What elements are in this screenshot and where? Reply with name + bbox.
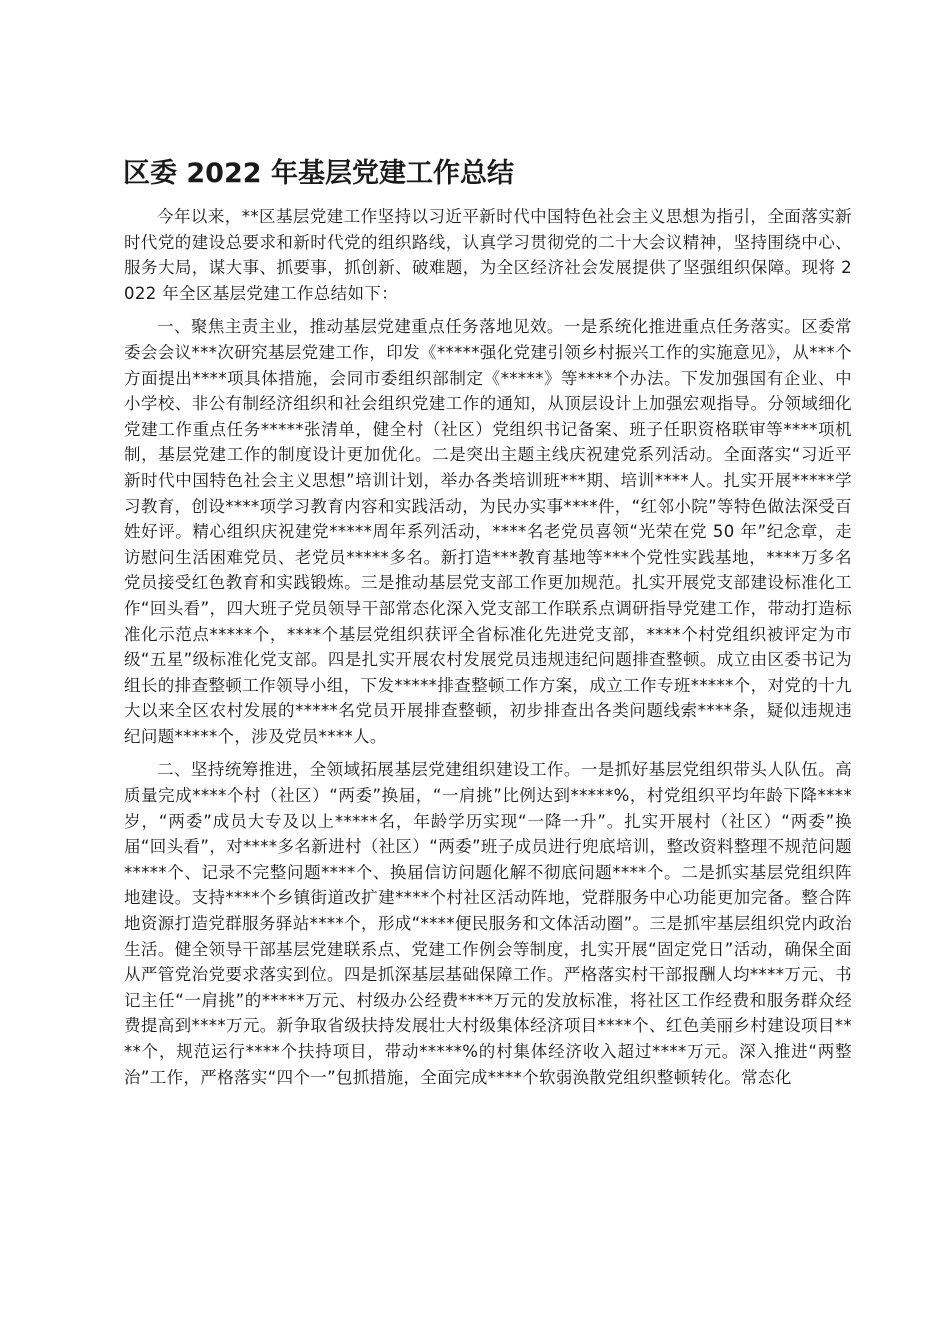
paragraph-intro: 今年以来，**区基层党建工作坚持以习近平新时代中国特色社会主义思想为指引，全面落实新时代党的建设总要求和新时代党的组织路线，认真学习贯彻党的二十大会议精神，坚持围绕中心、服务大局，谋大事、抓要事，抓创新、破难题，为全区经济社会发展提供了坚强组织保障。现将 2022 年全区基层党建工作总结如下： <box>124 207 852 303</box>
paragraph-section-1: 一、聚焦主责主业，推动基层党建重点任务落地见效。一是系统化推进重点任务落实。区委常委会会议***次研究基层党建工作，印发《*****强化党建引领乡村振兴工作的实施意见》，从***个方面提出****项具体措施，会同市委组织部制定《*****》等****个办法。下发加强国有企业、中小学校、非公有制经济组织和社会组织党建工作的通知，从顶层设计上加强宏观指导。分领域细化党建工作重点任务*****张清单，健全村（社区）党组织书记备案、班子任职资格联审等****项机制，基层党建工作的制度设计更加优化。二是突出主题主线庆祝建党系列活动。全面落实“习近平新时代中国特色社会主义思想”培训计划，举办各类培训班***期、培训****人。扎实开展*****学习教育，创设****项学习教育内容和实践活动，为民办实事****件，“红邻小院”等特色做法深受百姓好评。精心组织庆祝建党*****周年系列活动，****名老党员喜领“光荣在党 50 年”纪念章，走访慰问生活困难党员、老党员*****多名。新打造***教育基地等***个党性实践基地，****万多名党员接受红色教育和实践锻炼。三是推动基层党支部工作更加规范。扎实开展党支部建设标准化工作“回头看”，四大班子党员领导干部常态化深入党支部工作联系点调研指导党建工作，带动打造标准化示范点*****个，****个基层党组织获评全省标准化先进党支部，****个村党组织被评定为市级“五星”级标准化党支部。四是扎实开展农村发展党员违规违纪问题排查整顿。成立由区委书记为组长的排查整顿工作领导小组，下发*****排查整顿工作方案，成立工作专班*****个，对党的十九大以来全区农村发展的*****名党员开展排查整顿，初步排查出各类问题线索****条，疑似违规违纪问题*****个，涉及党员****人。 <box>124 317 852 746</box>
paragraph-section-2: 二、坚持统筹推进，全领域拓展基层党建组织建设工作。一是抓好基层党组织带头人队伍。高质量完成****个村（社区）“两委”换届，“一肩挑”比例达到*****%，村党组织平均年龄下降****岁，“两委”成员大专及以上*****名，年龄学历实现“一降一升”。扎实开展村（社区）“两委”换届“回头看”，对****多名新进村（社区）“两委”班子成员进行兜底培训，整改资料整理不规范问题*****个、记录不完整问题****个、换届信访问题化解不彻底问题****个。二是抓实基层党组织阵地建设。支持****个乡镇街道改扩建****个村社区活动阵地，党群服务中心功能更加完备。整合阵地资源打造党群服务驿站****个，形成“****便民服务和文体活动圈”。三是抓牢基层组织党内政治生活。健全领导干部基层党建联系点、党建工作例会等制度，扎实开展“固定党日”活动，确保全面从严管党治党要求落实到位。四是抓深基层基础保障工作。严格落实村干部报酬人均****万元、书记主任“一肩挑”的*****万元、村级办公经费****万元的发放标准，将社区工作经费和服务群众经费提高到****万元。新争取省级扶持发展壮大村级集体经济项目****个、红色美丽乡村建设项目****个，规范运行****个扶持项目，带动*****%的村集体经济收入超过****万元。深入推进“两整治”工作，严格落实“四个一”包抓措施，全面完成****个软弱涣散党组织整顿转化。常态化 <box>124 760 852 1087</box>
document-body <box>124 204 852 1098</box>
document-title: 区委 2022 年基层党建工作总结 <box>123 158 514 189</box>
